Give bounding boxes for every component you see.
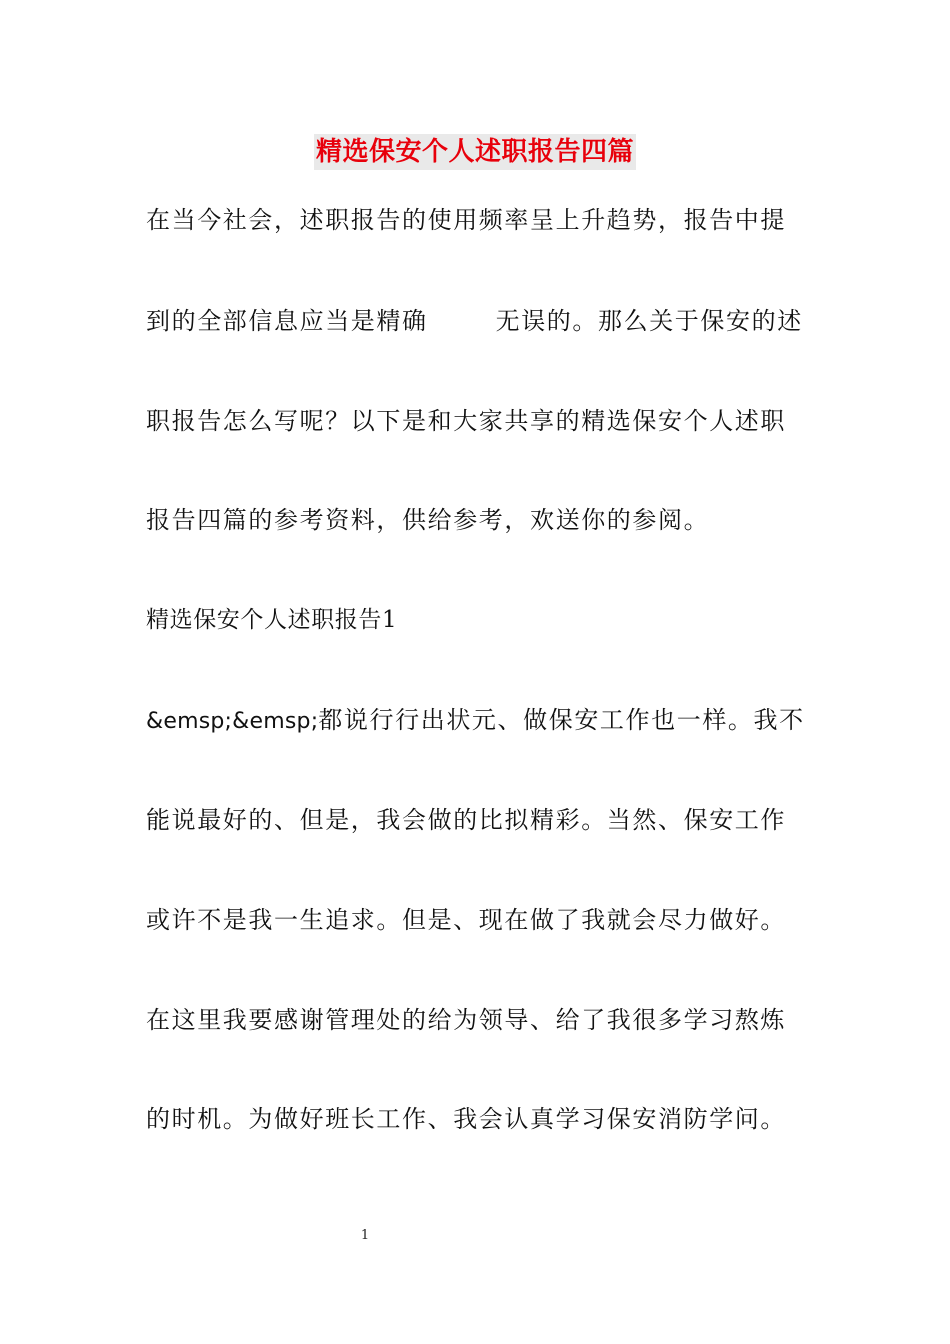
paragraph-1-line-2	[146, 304, 811, 338]
paragraph-2-line-2: 能说最好的、但是，我会做的比拟精彩。当然、保安工作	[146, 806, 786, 834]
paragraph-1-line-1: 在当今社会，述职报告的使用频率呈上升趋势，报告中提	[146, 206, 786, 234]
title-container	[0, 134, 950, 170]
section-1-heading: 精选保安个人述职报告1	[146, 607, 398, 633]
paragraph-1-line-4: 报告四篇的参考资料，供给参考，欢送你的参阅。	[146, 506, 710, 534]
paragraph-1-line-2-part-a: 到的全部信息应当是精确	[146, 307, 428, 335]
page-number: 1	[360, 1228, 370, 1243]
document-title: 精选保安个人述职报告四篇	[314, 134, 636, 170]
paragraph-2-entity-prefix: &emsp;&emsp;	[146, 709, 319, 734]
paragraph-1-line-3: 职报告怎么写呢？以下是和大家共享的精选保安个人述职	[146, 407, 786, 435]
paragraph-2-line-1	[146, 703, 811, 739]
paragraph-1-line-2-part-b: 无误的。那么关于保安的述	[495, 307, 803, 335]
paragraph-2-line-5: 的时机。为做好班长工作、我会认真学习保安消防学问。	[146, 1105, 786, 1133]
paragraph-2-line-4: 在这里我要感谢管理处的给为领导、给了我很多学习熬炼	[146, 1006, 786, 1034]
paragraph-2-line-1-text: 都说行行出状元、做保安工作也一样。我不	[318, 706, 805, 734]
paragraph-2-line-3: 或许不是我一生追求。但是、现在做了我就会尽力做好。	[146, 906, 786, 934]
